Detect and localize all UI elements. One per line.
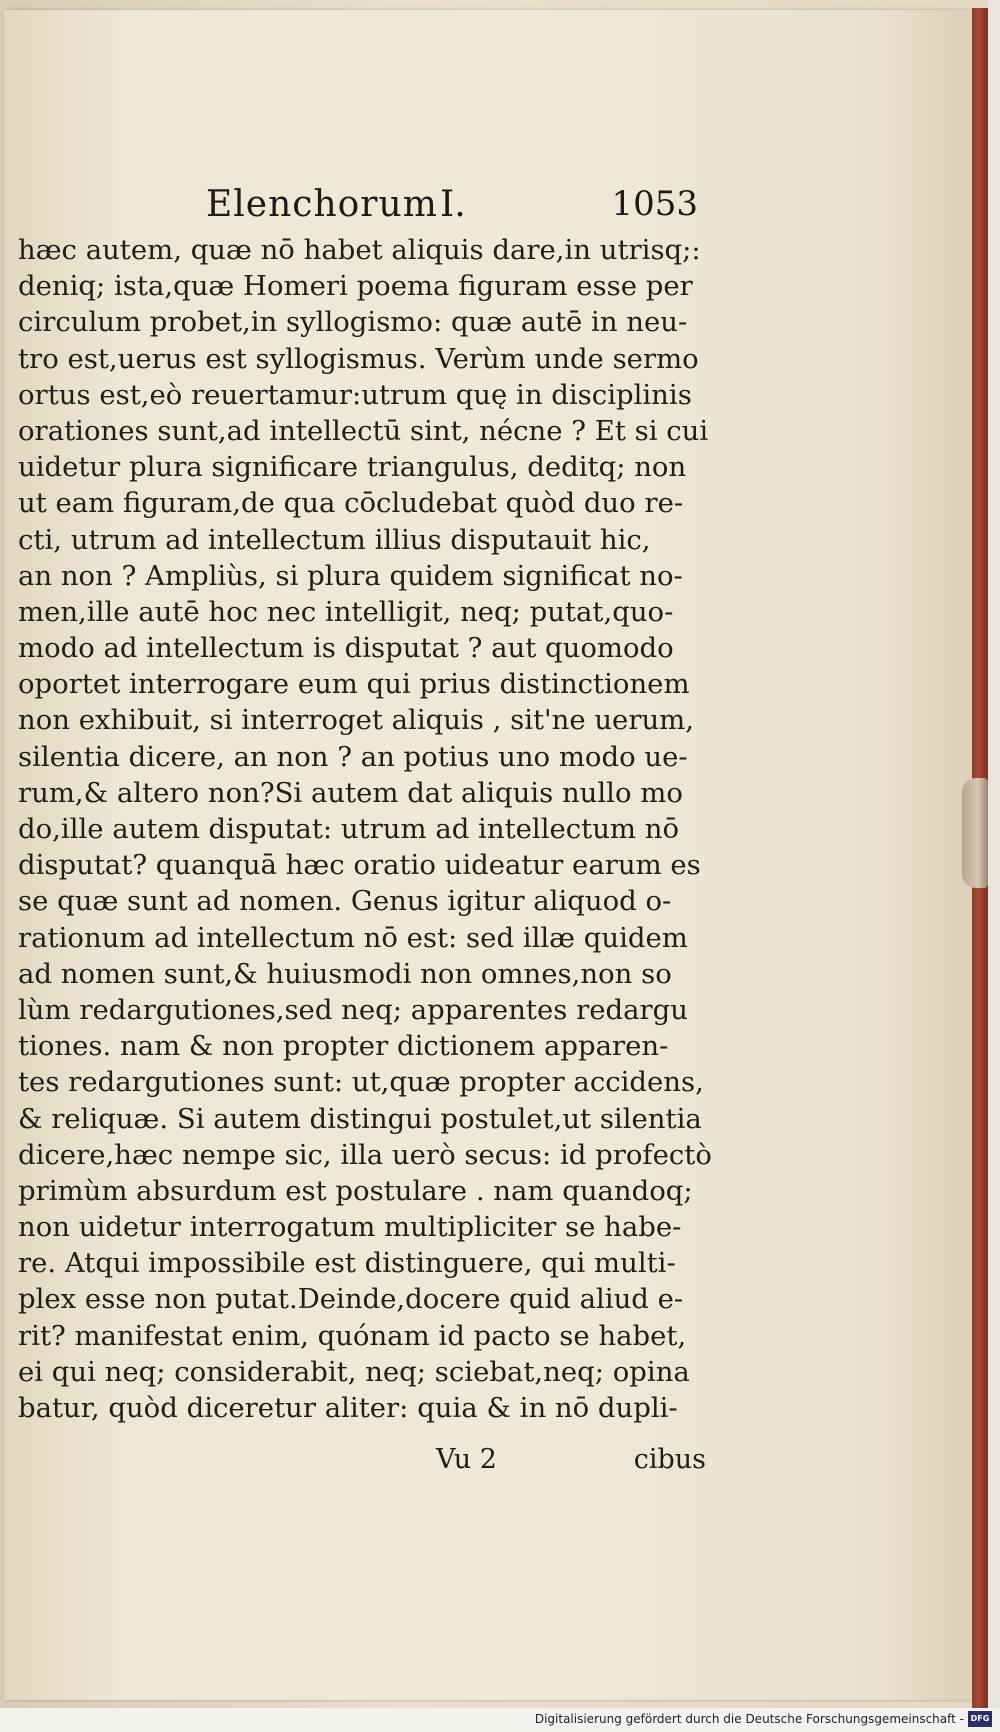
text-line: dicere,hæc nempe sic, illa uerò secus: id profectò (18, 1138, 712, 1171)
text-line: oportet interrogare eum qui prius distinctionem (18, 668, 690, 701)
text-line: do,ille autem disputat: utrum ad intellectum nō (18, 813, 680, 845)
text-line: deniq; ista,quæ Homeri poema figuram esse per (18, 270, 693, 303)
text-line: tiones. nam & non propter dictionem apparen- (18, 1030, 669, 1063)
text-line: silentia dicere, an non ? an potius uno modo ue- (18, 740, 688, 773)
text-line: tes redargutiones sunt: ut,quæ propter accidens, (18, 1066, 704, 1099)
text-line: se quæ sunt ad nomen. Genus igitur aliquod o- (18, 885, 672, 918)
text-line: men,ille autē hoc nec intelligit, neq; putat,quo- (18, 595, 674, 628)
text-line: ad nomen sunt,& huiusmodi non omnes,non so (18, 957, 672, 990)
digitization-footer (0, 1708, 1000, 1732)
running-head (18, 184, 710, 230)
funding-credit: Digitalisierung gefördert durch die Deutsche Forschungsgemeinschaft - (534, 1712, 964, 1726)
text-line: rum,& altero non?Si autem dat aliquis nullo mo (18, 776, 683, 809)
running-head-title: Elenchorum (206, 184, 438, 225)
page-tab-marker (962, 778, 988, 888)
scan-margin (988, 0, 1000, 1732)
running-head-book-number: I. (440, 184, 466, 225)
text-line: tro est,uerus est syllogismus. Verùm unde sermo (18, 342, 699, 375)
text-line: non exhibuit, si interroget aliquis , sit'ne uerum, (18, 704, 694, 737)
text-line: ei qui neq; considerabit, neq; sciebat,neq; opina (18, 1355, 690, 1388)
catchword: cibus (633, 1444, 706, 1475)
text-line: rit? manifestat enim, quónam id pacto se habet, (18, 1319, 687, 1352)
text-line: ortus est,eò reuertamur:utrum quę in disciplinis (18, 378, 692, 411)
text-line: plex esse non putat.Deinde,docere quid aliud e- (18, 1283, 684, 1316)
signature-mark: Vu 2 (436, 1444, 497, 1475)
page-number: 1053 (611, 184, 698, 224)
text-line: lùm redargutiones,sed neq; apparentes redargu (18, 993, 688, 1026)
text-line: cti, utrum ad intellectum illius disputauit hic, (18, 523, 651, 556)
dfg-logo: DFG (968, 1711, 992, 1727)
text-line: hæc autem, quæ nō habet aliquis dare,in utrisq;: (18, 234, 701, 266)
text-line: uidetur plura significare triangulus, deditq; non (18, 451, 687, 484)
text-line: re. Atqui impossibile est distinguere, qui multi- (18, 1247, 676, 1280)
catchline (18, 1444, 710, 1484)
text-line: orationes sunt,ad intellectū sint, nécne ? Et si cui (18, 414, 709, 447)
text-line: primùm absurdum est postulare . nam quandoq; (18, 1174, 693, 1207)
text-line: an non ? Ampliùs, si plura quidem significat no- (18, 559, 683, 592)
body-text (18, 232, 718, 1426)
text-line: circulum probet,in syllogismo: quæ autē in neu- (18, 306, 688, 339)
text-line: ut eam figuram,de qua cōcludebat quòd duo re- (18, 487, 684, 520)
text-line: modo ad intellectum is disputat ? aut quomodo (18, 632, 674, 665)
text-line: & reliquæ. Si autem distingui postulet,ut silentia (18, 1102, 702, 1135)
text-line: disputat? quanquā hæc oratio uideatur earum es (18, 849, 701, 882)
text-line: rationum ad intellectum nō est: sed illæ quidem (18, 921, 688, 954)
text-line: batur, quòd diceretur aliter: quia & in nō dupli- (18, 1392, 678, 1424)
text-line: non uidetur interrogatum multipliciter se habe- (18, 1211, 682, 1244)
